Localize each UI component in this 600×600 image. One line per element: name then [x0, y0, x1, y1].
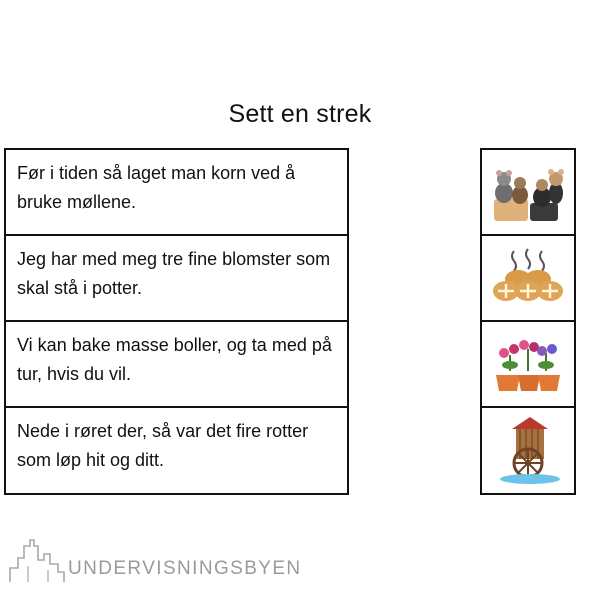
brand-logo [8, 538, 302, 582]
sentence-box[interactable]: Jeg har med meg tre fine blomster som skal stå i potter. [6, 236, 347, 322]
sentence-box[interactable]: Nede i røret der, så var det fire rotter som løp hit og ditt. [17, 421, 309, 470]
picture-box-rats[interactable] [482, 150, 574, 236]
flower-pots-icon [490, 331, 566, 397]
page-title: Sett en strek [228, 100, 372, 128]
rats-icon [490, 159, 566, 225]
picture-box-flowers[interactable] [482, 322, 574, 408]
picture-column [480, 148, 576, 495]
sentence-column [4, 148, 349, 495]
watermill-icon [490, 415, 566, 487]
picture-box-buns[interactable] [482, 236, 574, 322]
buns-icon [490, 245, 566, 311]
sentence-box[interactable]: Vi kan bake masse boller, og ta med på tur, hvis du vil. [6, 322, 347, 408]
picture-box-watermill[interactable] [482, 408, 574, 493]
sentence-box[interactable]: Før i tiden så laget man korn ved å bruke møllene. [6, 150, 347, 236]
logo-text: UNDERVISNINGSBYEN [68, 558, 302, 579]
city-skyline-icon [8, 538, 66, 582]
